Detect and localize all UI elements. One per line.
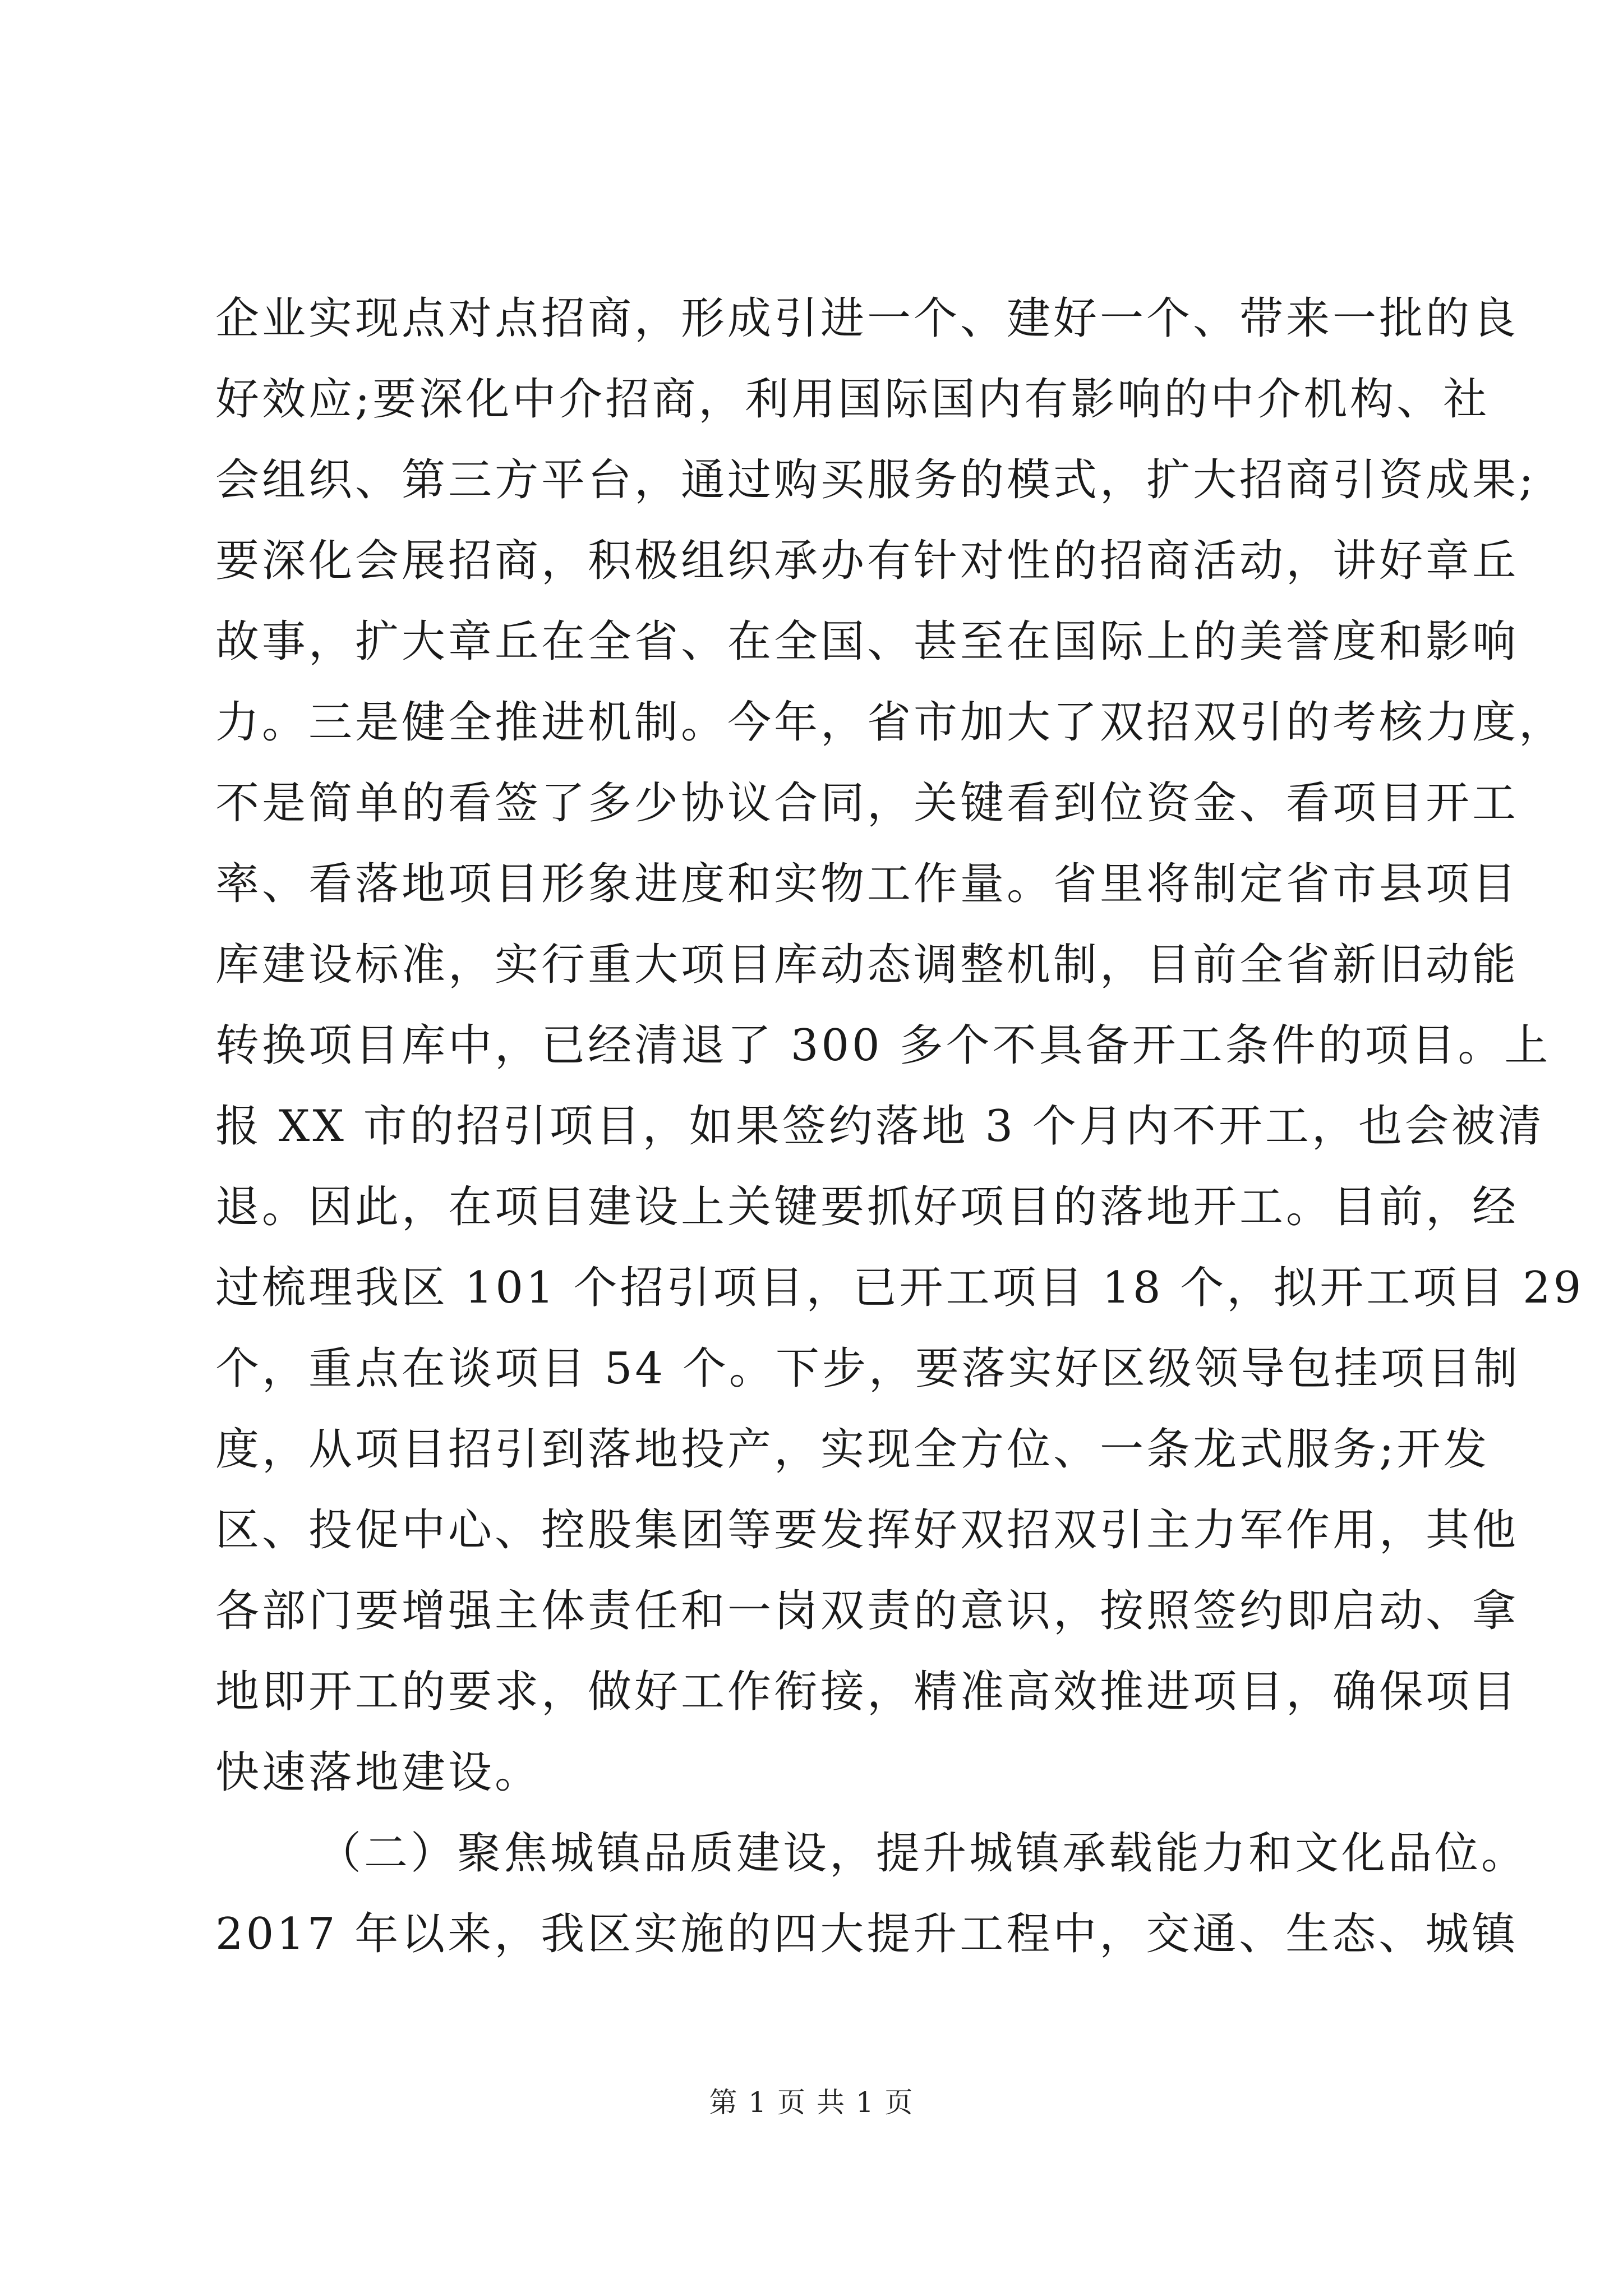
paragraph-line-16: 区、投促中心、控股集团等要发挥好双招双引主力军作用，其他: [215, 1505, 1519, 1556]
paragraph-line-9: 库建设标准，实行重大项目库动态调整机制，目前全省新旧动能: [215, 940, 1519, 990]
paragraph-line-19: 快速落地建设。: [215, 1747, 542, 1798]
paragraph-line-7: 不是简单的看签了多少协议合同，关键看到位资金、看项目开工: [215, 778, 1519, 829]
paragraph-line-8: 率、看落地项目形象进度和实物工作量。省里将制定省市县项目: [215, 859, 1519, 909]
paragraph-line-15: 度，从项目招引到落地投产，实现全方位、一条龙式服务;开发: [215, 1424, 1490, 1475]
paragraph-line-4: 要深化会展招商，积极组织承办有针对性的招商活动，讲好章丘: [215, 536, 1519, 586]
paragraph-line-18: 地即开工的要求，做好工作衔接，精准高效推进项目，确保项目: [215, 1667, 1519, 1717]
paragraph-line-21: 2017 年以来，我区实施的四大提升工程中，交通、生态、城镇: [215, 1909, 1519, 1959]
paragraph-line-13: 过梳理我区 101 个招引项目，已开工项目 18 个，拟开工项目 29: [215, 1263, 1584, 1313]
page-footer: 第 1 页 共 1 页: [709, 2086, 914, 2119]
paragraph-line-11: 报 XX 市的招引项目，如果签约落地 3 个月内不开工，也会被清: [215, 1101, 1544, 1152]
section-heading-line: （二）聚焦城镇品质建设，提升城镇承载能力和文化品位。: [317, 1828, 1528, 1879]
paragraph-line-6: 力。三是健全推进机制。今年，省市加大了双招双引的考核力度，: [215, 697, 1566, 748]
paragraph-line-14: 个，重点在谈项目 54 个。下步，要落实好区级领导包挂项目制: [215, 1343, 1520, 1394]
paragraph-line-1: 企业实现点对点招商，形成引进一个、建好一个、带来一批的良: [215, 293, 1519, 344]
paragraph-line-17: 各部门要增强主体责任和一岗双责的意识，按照签约即启动、拿: [215, 1586, 1519, 1636]
paragraph-line-12: 退。因此，在项目建设上关键要抓好项目的落地开工。目前，经: [215, 1182, 1519, 1232]
paragraph-line-10: 转换项目库中，已经清退了 300 多个不具备开工条件的项目。上: [215, 1020, 1551, 1071]
paragraph-line-5: 故事，扩大章丘在全省、在全国、甚至在国际上的美誉度和影响: [215, 616, 1519, 667]
paragraph-line-3: 会组织、第三方平台，通过购买服务的模式，扩大招商引资成果;: [215, 455, 1537, 505]
paragraph-line-2: 好效应;要深化中介招商，利用国际国内有影响的中介机构、社: [215, 374, 1490, 425]
